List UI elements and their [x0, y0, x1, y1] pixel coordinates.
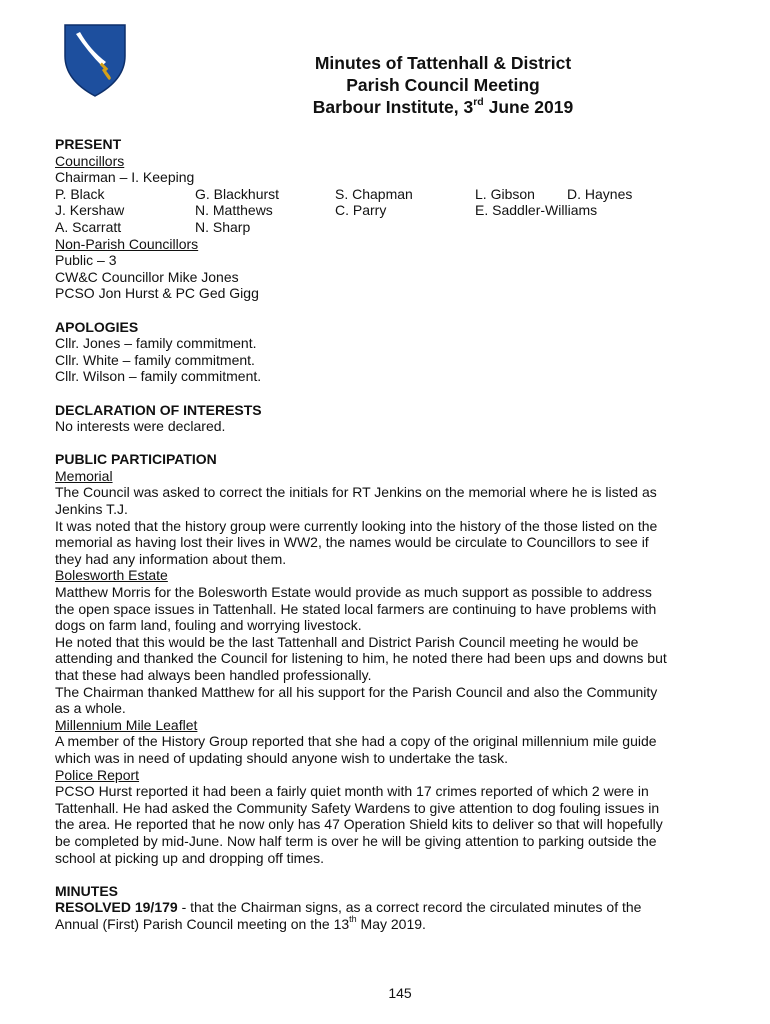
millennium-mile-line: which was in need of updating should anyone wish to undertake the task.: [55, 749, 508, 766]
memorial-label: Memorial: [55, 467, 113, 484]
page-number: 145: [388, 985, 412, 1001]
councillor-name: E. Saddler-Williams: [475, 202, 598, 219]
apology-line: Cllr. Wilson – family commitment.: [55, 368, 262, 385]
title-date: June 2019: [483, 97, 574, 117]
memorial-line: It was noted that the history group were currently looking into the history of the those listed on the: [55, 517, 658, 534]
apology-line: Cllr. White – family commitment.: [55, 351, 255, 368]
bolesworth-line: attending and thanked the Council for listening to him, he noted there had been ups and downs but: [55, 650, 667, 667]
bolesworth-line: dogs on farm land, fouling and worrying livestock.: [55, 617, 362, 634]
minutes-body: [55, 136, 735, 933]
bolesworth-line: Matthew Morris for the Bolesworth Estate would provide as much support as possible to address: [55, 584, 652, 601]
document-title: [240, 52, 646, 118]
councillors-label: Councillors: [55, 152, 125, 169]
resolution-line: [55, 899, 735, 916]
title-line-2: Parish Council Meeting: [346, 75, 540, 95]
non-parish-label: Non-Parish Councillors: [55, 235, 199, 252]
police-report-line: be completed by mid-June. Now half term is over he will be giving attention to parking outside the: [55, 832, 657, 849]
apologies-heading: APOLOGIES: [55, 318, 139, 335]
attendee-line: Public – 3: [55, 252, 117, 269]
attendee-line: PCSO Jon Hurst & PC Ged Gigg: [55, 285, 259, 302]
ordinal-suffix: th: [349, 914, 357, 925]
councillor-name: A. Scarratt: [55, 218, 122, 235]
bolesworth-line: the open space issues in Tattenhall. He stated local farmers are continuing to have problems with: [55, 600, 657, 617]
councillor-name: G. Blackhurst: [195, 185, 280, 202]
councillor-row: [55, 202, 735, 219]
apology-line: Cllr. Jones – family commitment.: [55, 335, 257, 352]
resolution-label: RESOLVED 19/179: [55, 899, 178, 916]
councillor-name: N. Sharp: [195, 218, 251, 235]
memorial-line: The Council was asked to correct the initials for RT Jenkins on the memorial where he is listed as: [55, 484, 657, 501]
declarations-text: No interests were declared.: [55, 418, 226, 435]
title-venue: Barbour Institute, 3: [312, 97, 474, 117]
councillor-name: J. Kershaw: [55, 202, 125, 219]
memorial-line: they had any information about them.: [55, 550, 287, 567]
police-report-line: Tattenhall. He had asked the Community Safety Wardens to give attention to dog fouling issues in: [55, 799, 660, 816]
bolesworth-line: that these had always been handled professionally.: [55, 667, 372, 683]
councillor-name: S. Chapman: [335, 185, 413, 202]
councillor-name: L. Gibson: [475, 185, 535, 202]
councillor-name: D. Haynes: [567, 185, 633, 202]
millennium-mile-label: Millennium Mile Leaflet: [55, 716, 198, 733]
chairman-line: Chairman – I. Keeping: [55, 169, 195, 186]
councillor-row: [55, 186, 735, 203]
memorial-line: Jenkins T.J.: [55, 501, 128, 518]
councillor-name: N. Matthews: [195, 202, 273, 219]
resolution-text: May 2019.: [356, 915, 426, 932]
title-line-1: Minutes of Tattenhall & District: [314, 53, 572, 73]
title-ordinal: rd: [473, 96, 484, 109]
attendee-line: CW&C Councillor Mike Jones: [55, 268, 239, 285]
bolesworth-line: as a whole.: [55, 700, 126, 717]
bolesworth-line: He noted that this would be the last Tattenhall and District Parish Council meeting he would be: [55, 633, 639, 650]
present-heading: PRESENT: [55, 136, 122, 152]
resolution-text: Annual (First) Parish Council meeting on the 13: [55, 915, 350, 932]
resolution-line: [55, 916, 735, 933]
bolesworth-label: Bolesworth Estate: [55, 567, 168, 584]
councillor-name: P. Black: [55, 185, 105, 202]
police-report-label: Police Report: [55, 766, 140, 783]
councillor-name: C. Parry: [335, 202, 387, 219]
resolution-text: - that the Chairman signs, as a correct record the circulated minutes of the: [177, 899, 642, 916]
minutes-heading: MINUTES: [55, 882, 118, 899]
parish-crest-logo: [62, 22, 128, 98]
title-line-3: [240, 96, 646, 118]
police-report-line: school at picking up and dropping off times.: [55, 849, 325, 866]
memorial-line: memorial as having lost their lives in WW2, the names would be circulate to Councillors to see if: [55, 534, 649, 551]
declarations-heading: DECLARATION OF INTERESTS: [55, 401, 262, 418]
millennium-mile-line: A member of the History Group reported that she had a copy of the original millennium mile guide: [55, 733, 657, 750]
public-participation-heading: PUBLIC PARTICIPATION: [55, 451, 217, 468]
councillor-row: [55, 219, 735, 236]
bolesworth-line: The Chairman thanked Matthew for all his support for the Parish Council and also the Community: [55, 683, 658, 700]
police-report-line: PCSO Hurst reported it had been a fairly quiet month with 17 crimes reported of which 2 were in: [55, 783, 649, 800]
police-report-line: the area. He reported that he now only has 47 Operation Shield kits to deliver so that will hopefully: [55, 816, 663, 833]
